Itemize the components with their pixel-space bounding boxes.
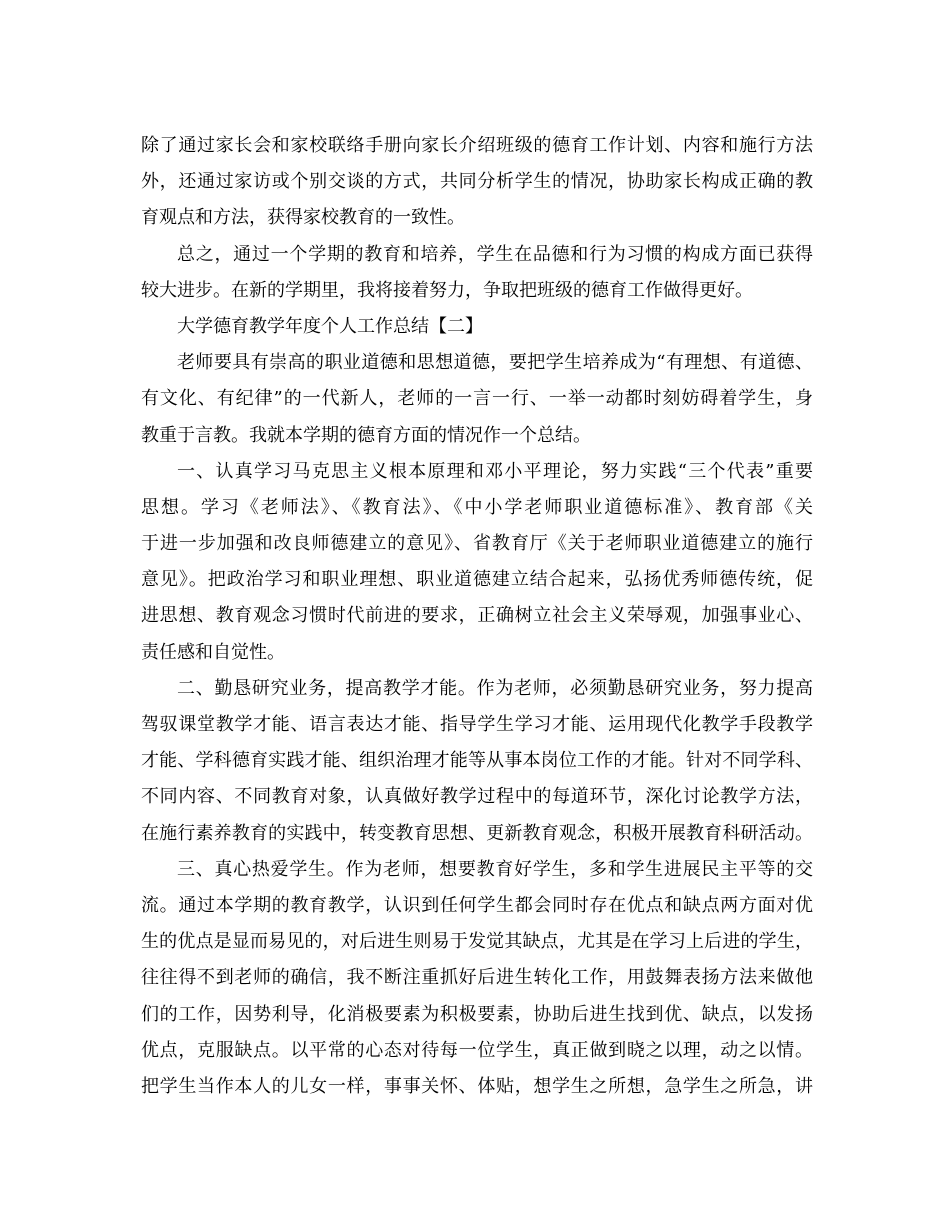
text-line: 总之，通过一个学期的教育和培养，学生在品德和行为习惯的构成方面已获得 (177, 243, 813, 265)
text-line: 流。通过本学期的教育教学，认识到任何学生都会同时存在优点和缺点两方面对优 (141, 894, 813, 916)
text-line: 才能、学科德育实践才能、组织治理才能等从事本岗位工作的才能。针对不同学科、 (141, 750, 813, 772)
text-line: 们的工作，因势利导，化消极要素为积极要素，协助后进生找到优、缺点，以发扬 (141, 1003, 813, 1025)
text-line: 不同内容、不同教育对象，认真做好教学过程中的每道环节，深化讨论教学方法， (141, 786, 813, 808)
text-line: 外，还通过家访或个别交谈的方式，共同分析学生的情况，协助家长构成正确的教 (141, 171, 813, 193)
text-line: 责任感和自觉性。 (141, 641, 285, 663)
text-line: 老师要具有崇高的职业道德和思想道德，要把学生培养成为“有理想、有道德、 (177, 352, 813, 374)
text-line: 于进一步加强和改良师德建立的意见》、省教育厅《关于老师职业道德建立的施行 (141, 533, 813, 555)
text-line: 往往得不到老师的确信，我不断注重抓好后进生转化工作，用鼓舞表扬方法来做他 (141, 967, 813, 989)
text-line: 把学生当作本人的儿女一样，事事关怀、体贴，想学生之所想，急学生之所急，讲 (141, 1075, 813, 1097)
text-line: 生的优点是显而易见的，对后进生则易于发觉其缺点，尤其是在学习上后进的学生， (141, 931, 813, 953)
document-body (141, 128, 813, 1105)
text-line: 意见》。把政治学习和职业理想、职业道德建立结合起来，弘扬优秀师德传统，促 (141, 569, 813, 591)
text-line: 除了通过家长会和家校联络手册向家长介绍班级的德育工作计划、内容和施行方法 (141, 135, 813, 156)
text-line: 优点，克服缺点。以平常的心态对待每一位学生，真正做到晓之以理，动之以情。 (141, 1039, 813, 1061)
text-line: 进思想、教育观念习惯时代前进的要求，正确树立社会主义荣辱观，加强事业心、 (141, 605, 813, 627)
text-line: 一、认真学习马克思主义根本原理和邓小平理论，努力实践“三个代表”重要 (177, 460, 813, 482)
text-line: 较大进步。在新的学期里，我将接着努力，争取把班级的德育工作做得更好。 (141, 279, 753, 301)
text-line: 教重于言教。我就本学期的德育方面的情况作一个总结。 (141, 424, 591, 446)
text-line: 二、勤恳研究业务，提高教学才能。作为老师，必须勤恳研究业务，努力提高 (177, 677, 813, 699)
section-heading: 大学德育教学年度个人工作总结【二】 (177, 315, 483, 337)
text-line: 在施行素养教育的实践中，转变教育思想、更新教育观念，积极开展教育科研活动。 (141, 822, 813, 844)
text-line: 有文化、有纪律”的一代新人，老师的一言一行、一举一动都时刻妨碍着学生，身 (141, 388, 813, 410)
text-line: 育观点和方法，获得家校教育的一致性。 (141, 207, 465, 229)
text-line: 思想。学习《老师法》、《教育法》、《中小学老师职业道德标准》、教育部《关 (141, 496, 813, 518)
text-line: 三、真心热爱学生。作为老师，想要教育好学生，多和学生进展民主平等的交 (177, 858, 813, 880)
text-line: 驾驭课堂教学才能、语言表达才能、指导学生学习才能、运用现代化教学手段教学 (141, 714, 813, 735)
